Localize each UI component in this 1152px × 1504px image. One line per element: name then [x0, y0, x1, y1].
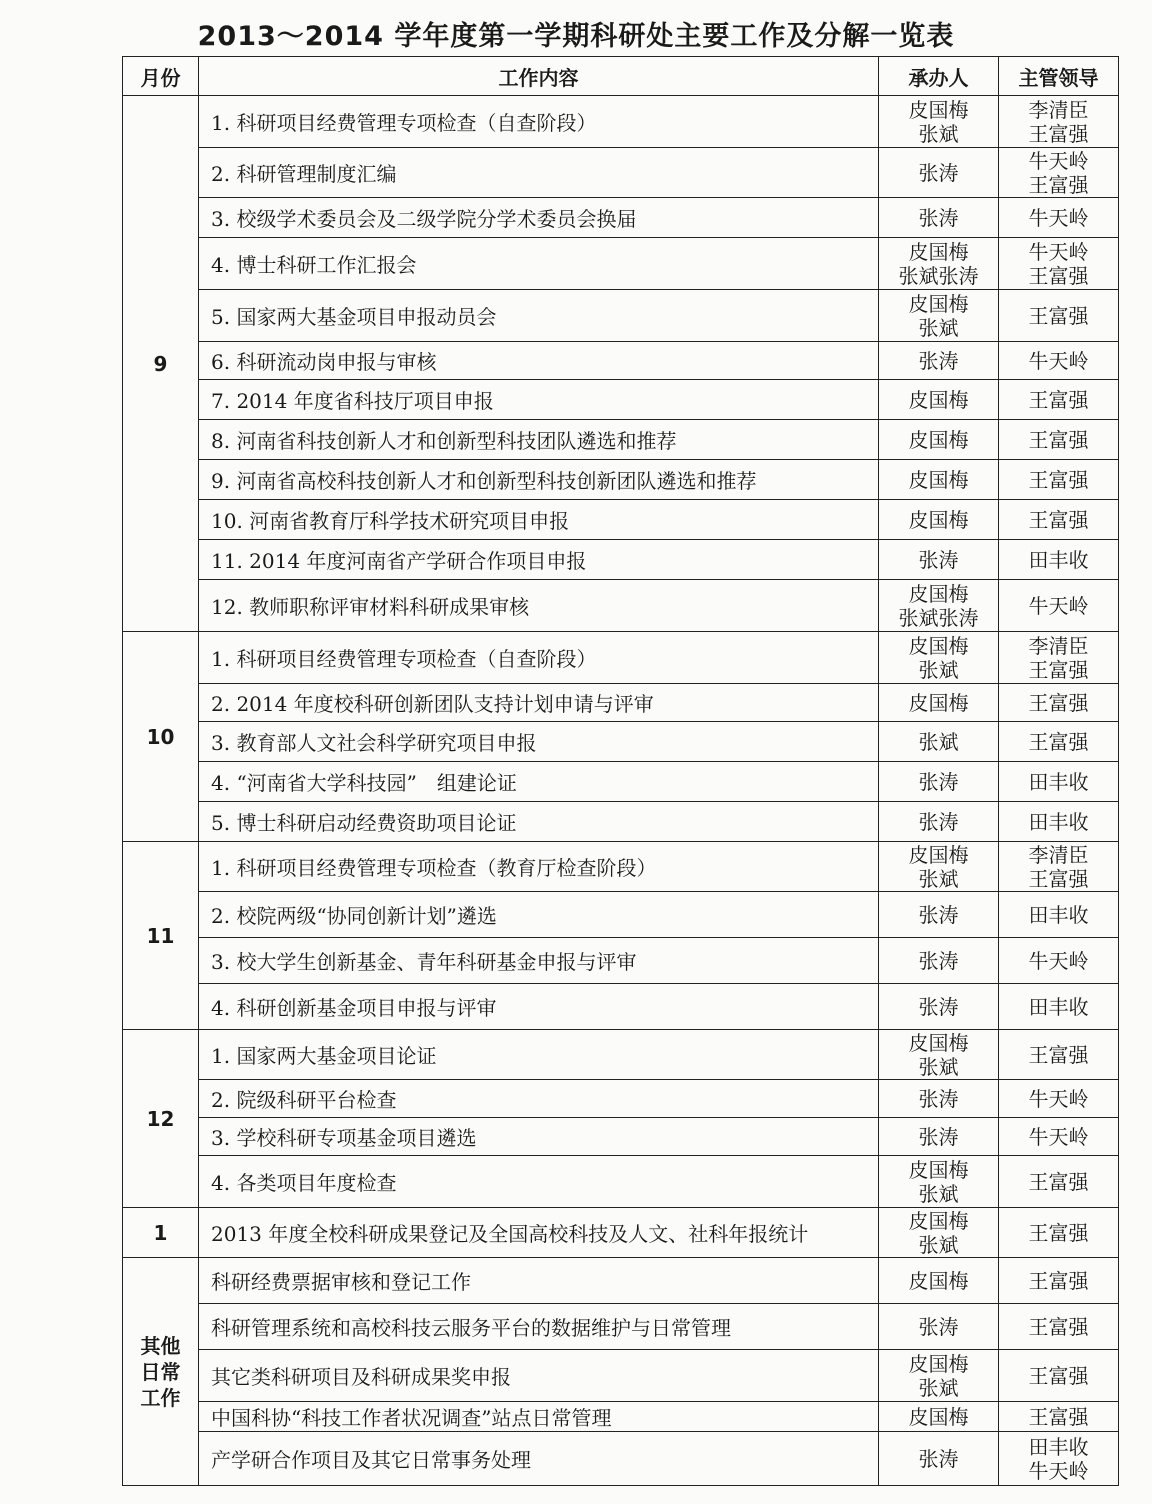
leader-cell	[999, 632, 1119, 684]
work-content-cell: 5. 博士科研启动经费资助项目论证	[199, 802, 879, 842]
work-content-cell: 7. 2014 年度省科技厅项目申报	[199, 380, 879, 420]
table-row	[123, 290, 1119, 342]
person-name: 皮国梅	[908, 239, 969, 264]
person-cell	[879, 1304, 999, 1350]
person-cell	[879, 420, 999, 460]
table-row	[123, 938, 1119, 984]
person-cell	[879, 632, 999, 684]
table-row	[123, 420, 1119, 460]
leader-name: 李清臣	[1028, 633, 1089, 658]
work-content-cell: 6. 科研流动岗申报与审核	[199, 342, 879, 380]
leader-name: 王富强	[1028, 467, 1089, 492]
person-name: 张斌	[918, 121, 959, 146]
person-name: 张斌	[918, 657, 959, 682]
leader-cell	[999, 762, 1119, 802]
person-name: 张涛	[918, 994, 959, 1019]
person-cell	[879, 1208, 999, 1258]
month-cell: 10	[123, 632, 199, 842]
work-content-cell: 3. 校大学生创新基金、青年科研基金申报与评审	[199, 938, 879, 984]
person-name: 皮国梅	[908, 97, 969, 122]
work-content-cell: 2. 校院两级“协同创新计划”遴选	[199, 892, 879, 938]
table-row	[123, 1432, 1119, 1486]
table-row	[123, 1258, 1119, 1304]
leader-cell	[999, 540, 1119, 580]
leader-name: 王富强	[1028, 1363, 1089, 1388]
leader-name: 王富强	[1028, 1169, 1089, 1194]
person-cell	[879, 460, 999, 500]
work-content-cell: 8. 河南省科技创新人才和创新型科技团队遴选和推荐	[199, 420, 879, 460]
work-content-cell: 4. 科研创新基金项目申报与评审	[199, 984, 879, 1030]
person-name: 皮国梅	[908, 581, 969, 606]
person-cell	[879, 198, 999, 238]
person-cell	[879, 1402, 999, 1432]
person-cell	[879, 148, 999, 198]
person-name: 张涛	[918, 1086, 959, 1111]
table-row	[123, 1208, 1119, 1258]
leader-name: 王富强	[1028, 121, 1089, 146]
month-cell: 1	[123, 1208, 199, 1258]
table-row	[123, 500, 1119, 540]
leader-cell	[999, 1258, 1119, 1304]
person-name: 皮国梅	[908, 291, 969, 316]
leader-name: 王富强	[1028, 1268, 1089, 1293]
person-name: 张涛	[918, 769, 959, 794]
document-title: 2013～2014 学年度第一学期科研处主要工作及分解一览表	[197, 21, 955, 52]
person-cell	[879, 1432, 999, 1486]
leader-cell	[999, 722, 1119, 762]
table-row	[123, 96, 1119, 148]
person-name: 皮国梅	[908, 633, 969, 658]
leader-name: 王富强	[1028, 303, 1089, 328]
person-name: 张斌	[918, 315, 959, 340]
leader-name: 王富强	[1028, 427, 1089, 452]
work-table	[122, 56, 1119, 1486]
leader-cell	[999, 842, 1119, 892]
person-cell	[879, 380, 999, 420]
header-person: 承办人	[879, 57, 999, 96]
work-content-cell: 12. 教师职称评审材料科研成果审核	[199, 580, 879, 632]
person-name: 张斌	[918, 1181, 959, 1206]
work-content-cell: 2013 年度全校科研成果登记及全国高校科技及人文、社科年报统计	[199, 1208, 879, 1258]
table-row	[123, 198, 1119, 238]
leader-name: 王富强	[1028, 263, 1089, 288]
person-cell	[879, 722, 999, 762]
table-row	[123, 1118, 1119, 1156]
leader-name: 李清臣	[1028, 97, 1089, 122]
leader-name: 王富强	[1028, 172, 1089, 197]
work-content-cell: 1. 科研项目经费管理专项检查（自查阶段）	[199, 632, 879, 684]
leader-cell	[999, 984, 1119, 1030]
work-content-cell: 1. 科研项目经费管理专项检查（教育厅检查阶段）	[199, 842, 879, 892]
month-cell: 12	[123, 1030, 199, 1208]
person-name: 皮国梅	[908, 467, 969, 492]
leader-name: 田丰收	[1028, 994, 1089, 1019]
person-name: 张涛	[918, 1124, 959, 1149]
table-row	[123, 892, 1119, 938]
leader-cell	[999, 1080, 1119, 1118]
person-name: 皮国梅	[908, 1208, 969, 1233]
person-cell	[879, 1118, 999, 1156]
leader-cell	[999, 460, 1119, 500]
header-month: 月份	[123, 57, 199, 96]
person-name: 张涛	[918, 1446, 959, 1471]
person-name: 张涛	[918, 948, 959, 973]
person-name: 张涛	[918, 205, 959, 230]
person-cell	[879, 580, 999, 632]
leader-cell	[999, 684, 1119, 722]
table-row	[123, 380, 1119, 420]
work-content-cell: 3. 教育部人文社会科学研究项目申报	[199, 722, 879, 762]
work-content-cell: 9. 河南省高校科技创新人才和创新型科技创新团队遴选和推荐	[199, 460, 879, 500]
person-name: 皮国梅	[908, 507, 969, 532]
work-content-cell: 11. 2014 年度河南省产学研合作项目申报	[199, 540, 879, 580]
person-name: 张斌张涛	[898, 263, 979, 288]
work-content-cell: 5. 国家两大基金项目申报动员会	[199, 290, 879, 342]
leader-cell	[999, 500, 1119, 540]
person-name: 张涛	[918, 1314, 959, 1339]
work-content-cell: 3. 学校科研专项基金项目遴选	[199, 1118, 879, 1156]
leader-name: 牛天岭	[1028, 205, 1089, 230]
table-row	[123, 580, 1119, 632]
person-name: 皮国梅	[908, 1404, 969, 1429]
work-content-cell: 产学研合作项目及其它日常事务处理	[199, 1432, 879, 1486]
leader-cell	[999, 420, 1119, 460]
work-content-cell: 2. 2014 年度校科研创新团队支持计划申请与评审	[199, 684, 879, 722]
person-cell	[879, 684, 999, 722]
table-row	[123, 1402, 1119, 1432]
table-row	[123, 632, 1119, 684]
table-row	[123, 1030, 1119, 1080]
leader-cell	[999, 1350, 1119, 1402]
leader-name: 田丰收	[1028, 809, 1089, 834]
leader-name: 王富强	[1028, 690, 1089, 715]
work-content-cell: 2. 科研管理制度汇编	[199, 148, 879, 198]
leader-name: 王富强	[1028, 1404, 1089, 1429]
header-leader: 主管领导	[999, 57, 1119, 96]
leader-cell	[999, 342, 1119, 380]
work-content-cell: 1. 科研项目经费管理专项检查（自查阶段）	[199, 96, 879, 148]
table-row	[123, 1304, 1119, 1350]
header-row	[123, 57, 1119, 96]
person-name: 张斌	[918, 1054, 959, 1079]
work-content-cell: 其它类科研项目及科研成果奖申报	[199, 1350, 879, 1402]
person-name: 皮国梅	[908, 690, 969, 715]
leader-cell	[999, 148, 1119, 198]
person-name: 皮国梅	[908, 842, 969, 867]
table-row	[123, 684, 1119, 722]
leader-name: 王富强	[1028, 1042, 1089, 1067]
leader-cell	[999, 1402, 1119, 1432]
leader-cell	[999, 238, 1119, 290]
person-cell	[879, 1030, 999, 1080]
work-content-cell: 4. 各类项目年度检查	[199, 1156, 879, 1208]
leader-name: 牛天岭	[1028, 348, 1089, 373]
person-name: 张涛	[918, 160, 959, 185]
person-name: 皮国梅	[908, 1268, 969, 1293]
leader-name: 牛天岭	[1028, 239, 1089, 264]
leader-name: 田丰收	[1028, 547, 1089, 572]
month-cell: 11	[123, 842, 199, 1030]
table-row	[123, 842, 1119, 892]
person-name: 皮国梅	[908, 1030, 969, 1055]
month-cell: 其他 日常 工作	[123, 1258, 199, 1486]
leader-name: 田丰收	[1028, 1434, 1089, 1459]
person-cell	[879, 1258, 999, 1304]
person-cell	[879, 984, 999, 1030]
leader-name: 王富强	[1028, 657, 1089, 682]
leader-name: 牛天岭	[1028, 1124, 1089, 1149]
person-name: 张斌	[918, 1232, 959, 1257]
table-row	[123, 722, 1119, 762]
leader-cell	[999, 1432, 1119, 1486]
leader-name: 牛天岭	[1028, 1458, 1089, 1483]
person-name: 皮国梅	[908, 1157, 969, 1182]
table-body	[123, 96, 1119, 1486]
person-cell	[879, 1350, 999, 1402]
table-row	[123, 1080, 1119, 1118]
person-cell	[879, 1156, 999, 1208]
work-content-cell: 科研经费票据审核和登记工作	[199, 1258, 879, 1304]
leader-name: 王富强	[1028, 387, 1089, 412]
person-name: 张涛	[918, 348, 959, 373]
table-row	[123, 762, 1119, 802]
leader-cell	[999, 1208, 1119, 1258]
table-row	[123, 1350, 1119, 1402]
leader-name: 牛天岭	[1028, 593, 1089, 618]
table-row	[123, 342, 1119, 380]
work-content-cell: 4. 博士科研工作汇报会	[199, 238, 879, 290]
leader-cell	[999, 1156, 1119, 1208]
person-name: 张斌	[918, 729, 959, 754]
work-content-cell: 中国科协“科技工作者状况调查”站点日常管理	[199, 1402, 879, 1432]
work-content-cell: 4. “河南省大学科技园” 组建论证	[199, 762, 879, 802]
leader-name: 王富强	[1028, 507, 1089, 532]
table-row	[123, 1156, 1119, 1208]
work-content-cell: 科研管理系统和高校科技云服务平台的数据维护与日常管理	[199, 1304, 879, 1350]
leader-cell	[999, 802, 1119, 842]
person-name: 张涛	[918, 902, 959, 927]
leader-cell	[999, 1030, 1119, 1080]
leader-name: 王富强	[1028, 866, 1089, 891]
leader-name: 牛天岭	[1028, 948, 1089, 973]
header-content: 工作内容	[199, 57, 879, 96]
leader-cell	[999, 892, 1119, 938]
person-cell	[879, 540, 999, 580]
person-cell	[879, 762, 999, 802]
leader-cell	[999, 1118, 1119, 1156]
work-content-cell: 2. 院级科研平台检查	[199, 1080, 879, 1118]
person-cell	[879, 500, 999, 540]
person-name: 皮国梅	[908, 1351, 969, 1376]
person-cell	[879, 290, 999, 342]
leader-cell	[999, 96, 1119, 148]
leader-name: 牛天岭	[1028, 148, 1089, 173]
leader-name: 王富强	[1028, 729, 1089, 754]
person-cell	[879, 892, 999, 938]
leader-name: 王富强	[1028, 1314, 1089, 1339]
table-row	[123, 148, 1119, 198]
person-cell	[879, 1080, 999, 1118]
person-name: 皮国梅	[908, 427, 969, 452]
person-name: 张斌张涛	[898, 605, 979, 630]
leader-name: 王富强	[1028, 1220, 1089, 1245]
person-name: 张斌	[918, 1375, 959, 1400]
work-content-cell: 10. 河南省教育厅科学技术研究项目申报	[199, 500, 879, 540]
leader-name: 牛天岭	[1028, 1086, 1089, 1111]
person-name: 张斌	[918, 866, 959, 891]
person-name: 张涛	[918, 809, 959, 834]
person-cell	[879, 96, 999, 148]
person-cell	[879, 238, 999, 290]
leader-cell	[999, 290, 1119, 342]
person-name: 皮国梅	[908, 387, 969, 412]
leader-cell	[999, 198, 1119, 238]
person-cell	[879, 342, 999, 380]
person-cell	[879, 938, 999, 984]
leader-cell	[999, 580, 1119, 632]
person-cell	[879, 802, 999, 842]
leader-name: 李清臣	[1028, 842, 1089, 867]
table-row	[123, 460, 1119, 500]
leader-name: 田丰收	[1028, 769, 1089, 794]
table-row	[123, 540, 1119, 580]
table-row	[123, 238, 1119, 290]
leader-cell	[999, 938, 1119, 984]
work-content-cell: 1. 国家两大基金项目论证	[199, 1030, 879, 1080]
work-content-cell: 3. 校级学术委员会及二级学院分学术委员会换届	[199, 198, 879, 238]
leader-cell	[999, 380, 1119, 420]
table-row	[123, 802, 1119, 842]
table-row	[123, 984, 1119, 1030]
person-name: 张涛	[918, 547, 959, 572]
leader-name: 田丰收	[1028, 902, 1089, 927]
person-cell	[879, 842, 999, 892]
leader-cell	[999, 1304, 1119, 1350]
month-cell: 9	[123, 96, 199, 632]
